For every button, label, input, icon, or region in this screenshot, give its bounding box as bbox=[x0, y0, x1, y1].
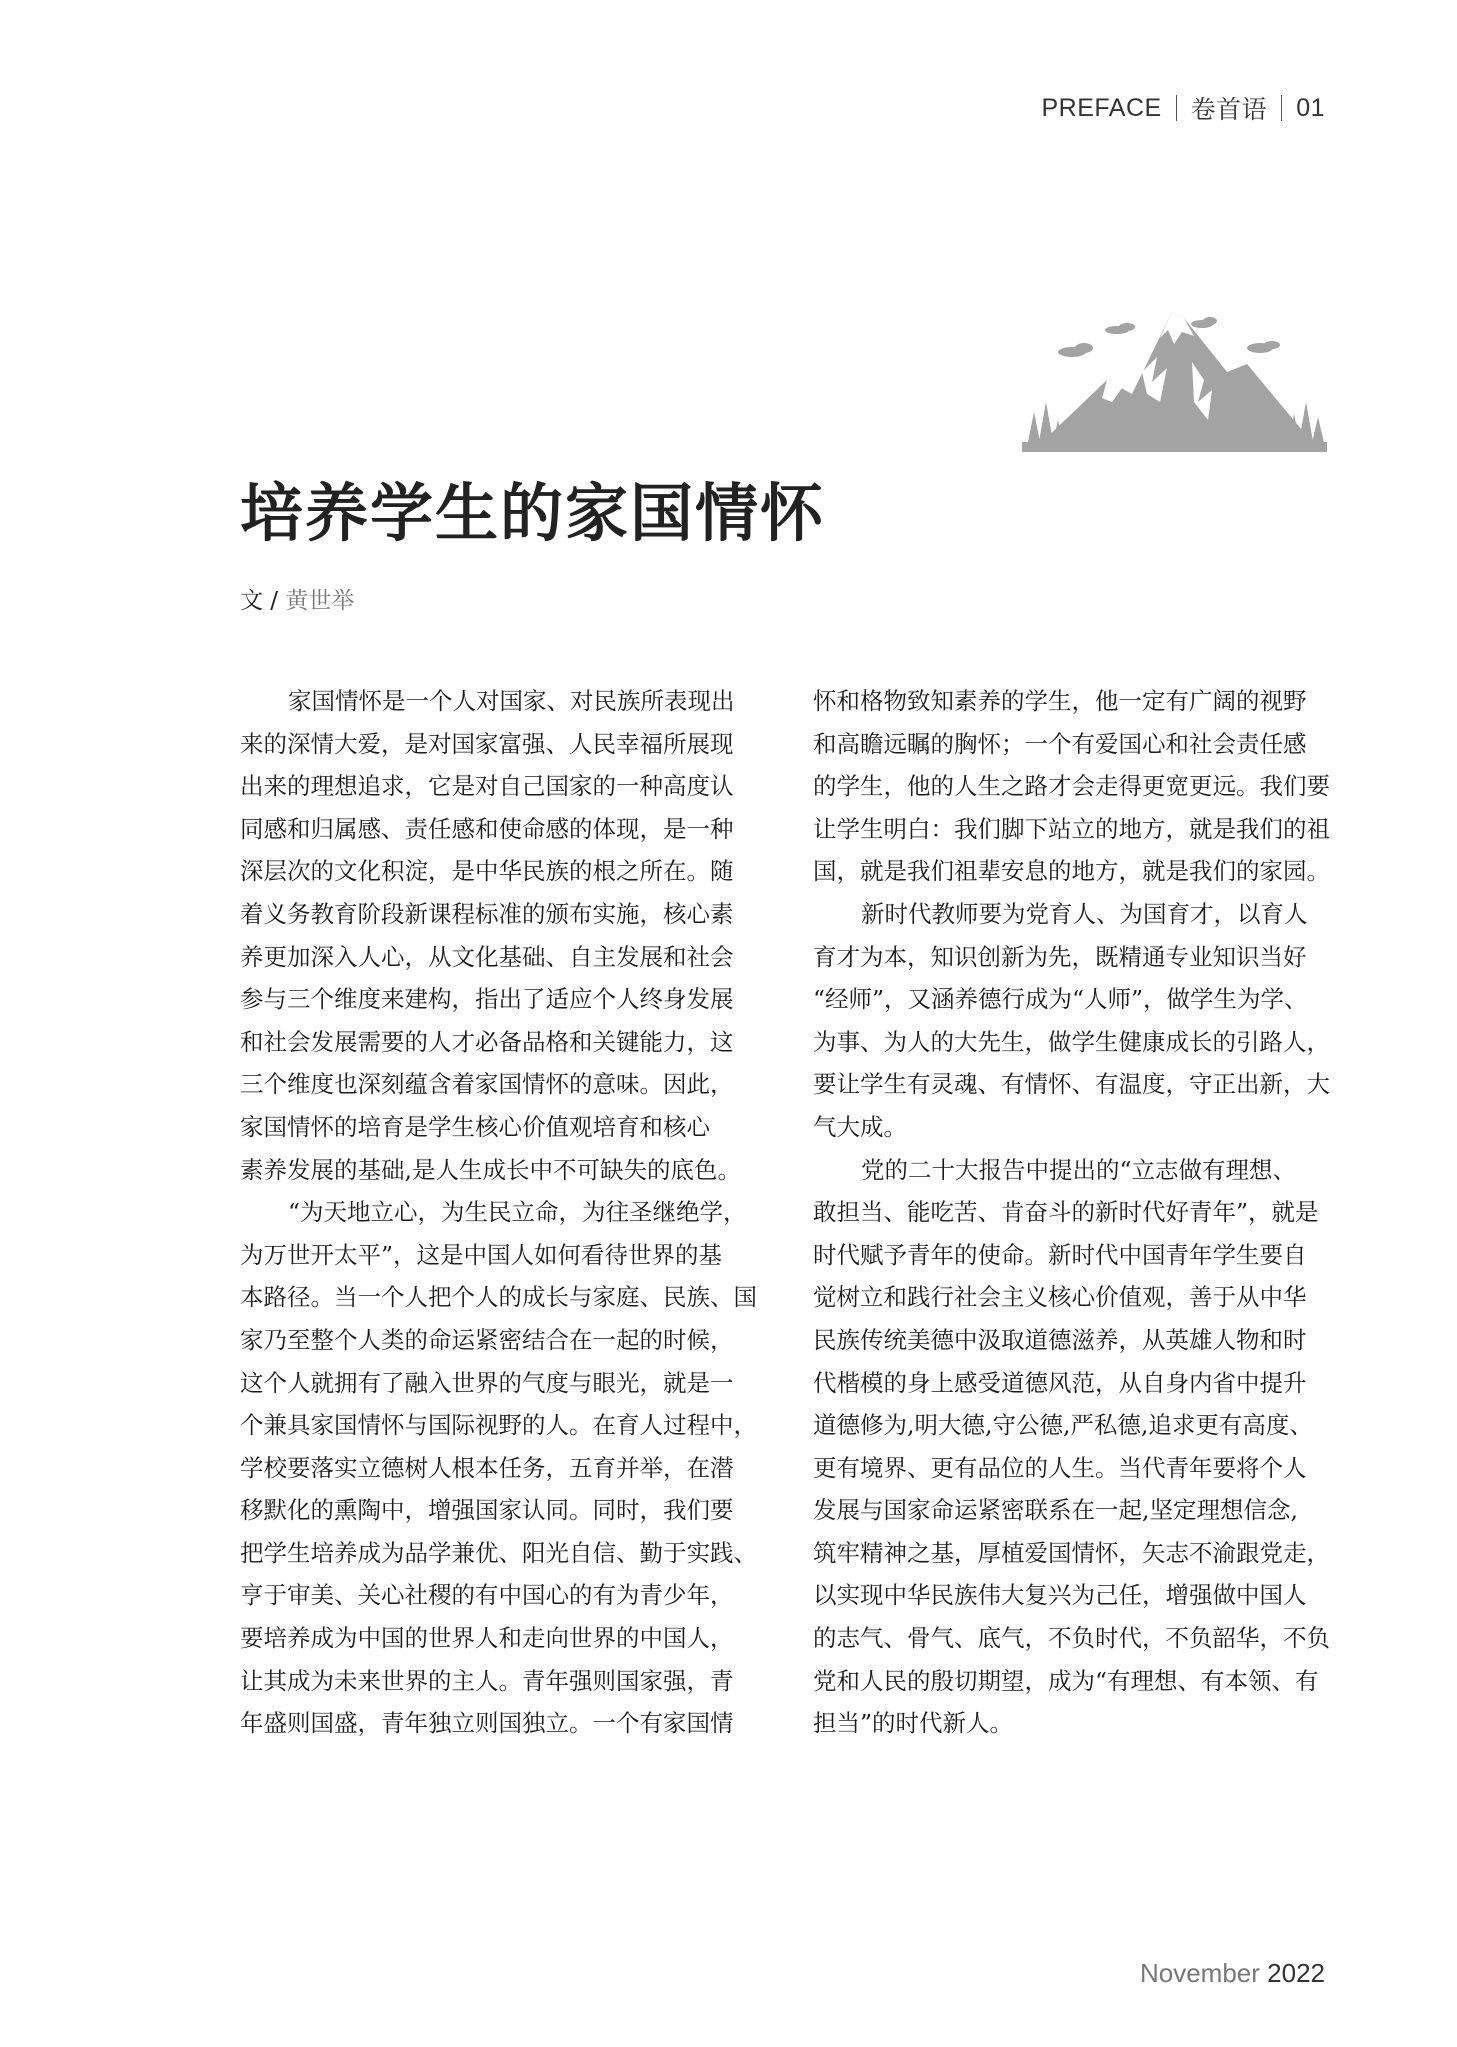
text-line: 深层次的文化积淀，是中华民族的根之所在。随 bbox=[240, 857, 734, 886]
text-line: 的学生，他的人生之路才会走得更宽更远。我们要 bbox=[813, 772, 1330, 801]
text-line: 这个人就拥有了融入世界的气度与眼光，就是一 bbox=[240, 1368, 734, 1397]
text-line: 出来的理想追求，它是对自己国家的一种高度认 bbox=[240, 772, 734, 801]
text-line: 要培养成为中国的世界人和走向世界的中国人， bbox=[240, 1624, 734, 1653]
byline bbox=[240, 582, 354, 615]
text-line: 年盛则国盛，青年独立则国独立。一个有家国情 bbox=[240, 1709, 734, 1738]
text-line: 党和人民的殷切期望，成为“有理想、有本领、有 bbox=[813, 1666, 1319, 1695]
text-line: 怀和格物致知素养的学生，他一定有广阔的视野 bbox=[813, 687, 1307, 715]
text-line: 亨于审美、关心社稷的有中国心的有为青少年， bbox=[240, 1581, 734, 1610]
issue-month: November bbox=[1139, 1958, 1260, 1988]
text-line: 来的深情大爱，是对国家富强、人民幸福所展现 bbox=[240, 729, 734, 758]
text-line: 气大成。 bbox=[813, 1112, 907, 1141]
text-line: 参与三个维度来建构，指出了适应个人终身发展 bbox=[240, 985, 734, 1014]
text-line: 养更加深入人心，从文化基础、自主发展和社会 bbox=[240, 942, 734, 971]
mountain-icon bbox=[1022, 302, 1327, 454]
text-line: 为万世开太平”，这是中国人如何看待世界的基 bbox=[240, 1240, 723, 1269]
text-line: 个兼具家国情怀与国际视野的人。在育人过程中， bbox=[240, 1411, 757, 1440]
text-line: 民族传统美德中汲取道德滋养，从英雄人物和时 bbox=[813, 1325, 1307, 1354]
text-line: 家乃至整个人类的命运紧密结合在一起的时候， bbox=[240, 1325, 734, 1354]
body-column-right bbox=[813, 680, 1330, 1745]
text-line: 移默化的熏陶中，增强国家认同。同时，我们要 bbox=[240, 1496, 734, 1525]
paragraph bbox=[240, 680, 745, 1191]
text-line: 时代赋予青年的使命。新时代中国青年学生要自 bbox=[813, 1240, 1307, 1269]
text-line: 更有境界、更有品位的人生。当代青年要将个人 bbox=[813, 1453, 1307, 1482]
text-line: 让其成为未来世界的主人。青年强则国家强，青 bbox=[240, 1666, 734, 1695]
article-title: 培养学生的家国情怀 bbox=[240, 477, 825, 550]
page-number: 01 bbox=[1296, 93, 1325, 122]
paragraph bbox=[813, 680, 1330, 893]
text-line: 为事、为人的大先生，做学生健康成长的引路人， bbox=[813, 1027, 1330, 1056]
text-line: 和高瞻远瞩的胸怀；一个有爱国心和社会责任感 bbox=[813, 729, 1307, 758]
text-line: 家国情怀是一个人对国家、对民族所表现出 bbox=[288, 687, 735, 715]
running-header bbox=[1041, 90, 1325, 126]
text-line: 觉树立和践行社会主义核心价值观，善于从中华 bbox=[813, 1283, 1307, 1312]
text-line: 代楷模的身上感受道德风范，从自身内省中提升 bbox=[813, 1368, 1307, 1397]
paragraph bbox=[813, 893, 1330, 1149]
text-line: 同感和归属感、责任感和使命感的体现，是一种 bbox=[240, 814, 734, 843]
text-line: 育才为本，知识创新为先，既精通专业知识当好 bbox=[813, 942, 1307, 971]
text-line: 道德修为,明大德,守公德,严私德,追求更有高度、 bbox=[813, 1411, 1313, 1440]
text-line: 三个维度也深刻蕴含着家国情怀的意味。因此， bbox=[240, 1070, 734, 1099]
text-line: 发展与国家命运紧密联系在一起,坚定理想信念, bbox=[813, 1496, 1298, 1525]
text-line: 新时代教师要为党育人、为国育才，以育人 bbox=[861, 899, 1308, 928]
section-label-cn: 卷首语 bbox=[1190, 96, 1268, 124]
text-line: 的志气、骨气、底气，不负时代，不负韶华，不负 bbox=[813, 1624, 1330, 1653]
paragraph bbox=[813, 1149, 1330, 1745]
text-line: 让学生明白：我们脚下站立的地方，就是我们的祖 bbox=[813, 814, 1330, 843]
paragraph bbox=[240, 1191, 757, 1745]
text-line: 筑牢精神之基，厚植爱国情怀，矢志不渝跟党走， bbox=[813, 1538, 1330, 1567]
text-line: “经师”，又涵养德行成为“人师”，做学生为学、 bbox=[813, 985, 1308, 1014]
text-line: 素养发展的基础,是人生成长中不可缺失的底色。 bbox=[240, 1155, 741, 1184]
author-name: 黄世举 bbox=[285, 588, 355, 614]
text-line: 以实现中华民族伟大复兴为己任，增强做中国人 bbox=[813, 1581, 1307, 1610]
text-line: 要让学生有灵魂、有情怀、有温度，守正出新，大 bbox=[813, 1070, 1330, 1099]
section-label: PREFACE bbox=[1041, 93, 1162, 122]
text-line: 担当”的时代新人。 bbox=[813, 1709, 1014, 1738]
text-line: 着义务教育阶段新课程标准的颁布实施，核心素 bbox=[240, 899, 734, 928]
text-line: 本路径。当一个人把个人的成长与家庭、民族、国 bbox=[240, 1283, 757, 1312]
text-line: 和社会发展需要的人才必备品格和关键能力，这 bbox=[240, 1027, 734, 1056]
text-line: 国，就是我们祖辈安息的地方，就是我们的家园。 bbox=[813, 857, 1330, 886]
text-line: 敢担当、能吃苦、肯奋斗的新时代好青年”，就是 bbox=[813, 1198, 1319, 1227]
text-line: 学校要落实立德树人根本任务，五育并举，在潜 bbox=[240, 1453, 734, 1482]
running-footer bbox=[1140, 1958, 1325, 1989]
header-divider bbox=[1176, 95, 1177, 121]
header-divider bbox=[1281, 95, 1282, 121]
text-line: 家国情怀的培育是学生核心价值观培育和核心 bbox=[240, 1112, 710, 1141]
text-line: 党的二十大报告中提出的“立志做有理想、 bbox=[861, 1155, 1297, 1184]
text-line: 把学生培养成为品学兼优、阳光自信、勤于实践、 bbox=[240, 1538, 757, 1567]
body-column-left bbox=[240, 680, 757, 1745]
byline-prefix: 文 / bbox=[240, 588, 279, 614]
text-line: “为天地立心，为生民立命，为往圣继绝学， bbox=[288, 1198, 747, 1227]
issue-year: 2022 bbox=[1267, 1958, 1325, 1988]
